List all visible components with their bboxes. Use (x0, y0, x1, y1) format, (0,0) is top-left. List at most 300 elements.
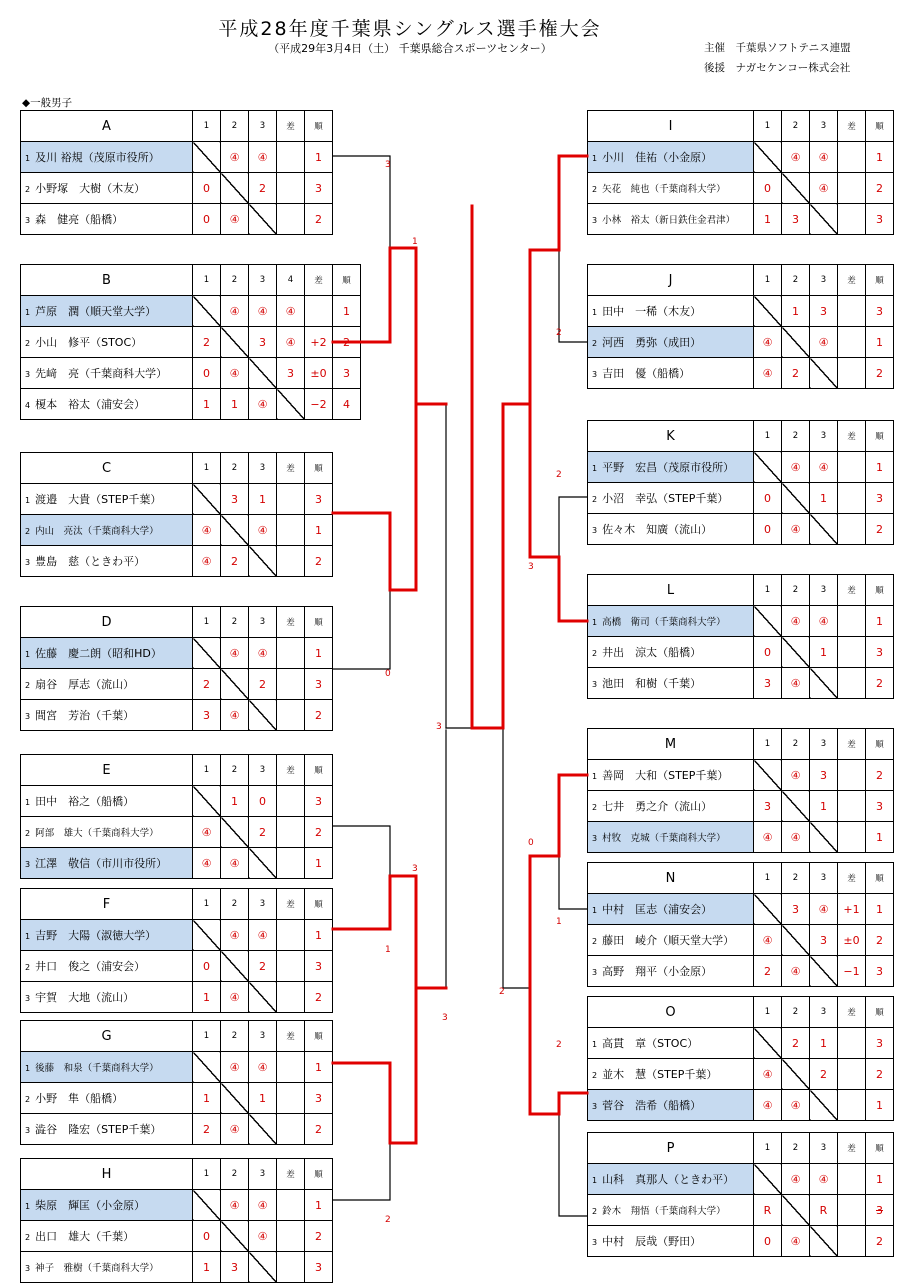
player-number: 2 (592, 803, 598, 812)
result-cell: 1 (333, 296, 361, 327)
result-cell: 3 (221, 1252, 249, 1283)
column-header: 差 (277, 1159, 305, 1190)
page-subtitle: （平成29年3月4日（土） 千葉県総合スポーツセンター） (268, 42, 552, 55)
player-name: 平野 宏昌（茂原市役所） (602, 461, 735, 474)
column-header: 3 (810, 265, 838, 296)
result-cell: ④ (249, 638, 277, 669)
group-label: F (21, 889, 193, 920)
result-cell: ④ (782, 1090, 810, 1121)
result-cell: 2 (810, 1059, 838, 1090)
player-number: 1 (25, 798, 31, 807)
result-cell: 3 (866, 1195, 894, 1226)
column-header: 差 (838, 111, 866, 142)
column-header: 2 (221, 607, 249, 638)
bracket-score: 3 (442, 1013, 448, 1023)
player-name: 柴原 輝匡（小金原） (35, 1199, 146, 1212)
player-name: 阿部 雄大（千葉商科大学） (35, 828, 159, 839)
column-header: 1 (193, 755, 221, 786)
bracket-score: 1 (385, 945, 391, 955)
column-header: 順 (866, 729, 894, 760)
result-cell: ④ (249, 389, 277, 420)
player-number: 3 (592, 968, 598, 977)
column-header: 差 (277, 453, 305, 484)
column-header: 3 (249, 111, 277, 142)
player-number: 3 (592, 526, 598, 535)
player-name: 小沼 幸弘（STEP千葉） (602, 492, 729, 505)
player-number: 2 (25, 963, 31, 972)
result-cell: ④ (193, 848, 221, 879)
column-header: 差 (277, 1021, 305, 1052)
column-header: 3 (810, 863, 838, 894)
result-cell: 3 (866, 791, 894, 822)
result-cell: 1 (810, 1028, 838, 1059)
result-cell: 3 (866, 483, 894, 514)
player-number: 1 (592, 618, 598, 627)
result-cell: ④ (249, 1221, 277, 1252)
result-cell: ④ (221, 204, 249, 235)
result-cell: ④ (810, 606, 838, 637)
bracket-score: 1 (556, 917, 562, 927)
result-cell: 0 (754, 1226, 782, 1257)
result-cell: ④ (754, 1059, 782, 1090)
result-cell: 0 (754, 514, 782, 545)
result-cell: +2 (305, 327, 333, 358)
column-header: 3 (249, 755, 277, 786)
column-header: 順 (305, 1021, 333, 1052)
player-name: 山科 真那人（ときわ平） (602, 1173, 735, 1186)
column-header: 3 (810, 729, 838, 760)
result-cell: 3 (305, 1083, 333, 1114)
player-name: 佐藤 慶二朗（昭和HD） (35, 647, 162, 660)
result-cell: 3 (305, 484, 333, 515)
result-cell: ④ (782, 668, 810, 699)
result-cell: ④ (221, 982, 249, 1013)
result-cell: 2 (866, 173, 894, 204)
page-title: 平成28年度千葉県シングルス選手権大会 (218, 18, 602, 40)
result-cell: 2 (305, 1114, 333, 1145)
result-cell: 3 (866, 637, 894, 668)
column-header: 差 (838, 863, 866, 894)
player-number: 2 (592, 937, 598, 946)
player-name: 中村 匡志（浦安会） (602, 903, 713, 916)
result-cell: 3 (754, 791, 782, 822)
bracket-score: 2 (556, 328, 562, 338)
player-number: 3 (25, 558, 31, 567)
result-cell: 1 (193, 389, 221, 420)
column-header: 順 (333, 265, 361, 296)
player-number: 3 (25, 216, 31, 225)
result-cell: 0 (193, 1221, 221, 1252)
section-label: ◆一般男子 (22, 97, 73, 109)
bracket-score: 1 (412, 237, 418, 247)
column-header: 1 (754, 111, 782, 142)
player-number: 2 (592, 495, 598, 504)
player-name: 小野塚 大樹（木友） (35, 182, 146, 195)
result-cell: 1 (866, 822, 894, 853)
result-cell: 0 (193, 173, 221, 204)
result-cell: 2 (305, 546, 333, 577)
player-name: 澁谷 隆宏（STEP千葉） (35, 1123, 162, 1136)
player-name: 中村 辰哉（野田） (602, 1235, 702, 1248)
result-cell: ④ (249, 1052, 277, 1083)
player-name: 七井 勇之介（流山） (602, 800, 713, 813)
result-cell: 2 (249, 817, 277, 848)
result-cell: 2 (305, 700, 333, 731)
column-header: 3 (249, 1021, 277, 1052)
player-number: 2 (592, 1071, 598, 1080)
player-number: 3 (592, 216, 598, 225)
column-header: 1 (754, 1133, 782, 1164)
column-header: 差 (838, 575, 866, 606)
column-header: 2 (782, 421, 810, 452)
result-cell: ④ (221, 296, 249, 327)
result-cell: 1 (305, 848, 333, 879)
column-header: 3 (249, 265, 277, 296)
group-label: N (588, 863, 754, 894)
bracket-score: 0 (528, 838, 534, 848)
result-cell: 1 (866, 452, 894, 483)
result-cell: 3 (193, 700, 221, 731)
group-label: P (588, 1133, 754, 1164)
result-cell: 1 (305, 920, 333, 951)
column-header: 2 (782, 575, 810, 606)
result-cell: 2 (305, 817, 333, 848)
column-header: 順 (305, 111, 333, 142)
result-cell: ④ (810, 142, 838, 173)
result-cell: 1 (305, 515, 333, 546)
group-label: J (588, 265, 754, 296)
result-cell: ④ (193, 546, 221, 577)
column-header: 差 (838, 421, 866, 452)
column-header: 差 (277, 889, 305, 920)
player-name: 高橋 衛司（千葉商科大学） (602, 617, 726, 628)
player-name: 先﨑 亮（千葉商科大学） (35, 367, 168, 380)
column-header: 2 (782, 265, 810, 296)
player-number: 1 (592, 154, 598, 163)
column-header: 順 (866, 863, 894, 894)
result-cell: 1 (221, 786, 249, 817)
bracket-score: 2 (499, 987, 505, 997)
player-name: 出口 雄大（千葉） (35, 1230, 135, 1243)
player-number: 3 (592, 1238, 598, 1247)
result-cell: 1 (866, 894, 894, 925)
column-header: 差 (277, 755, 305, 786)
result-cell: 1 (866, 327, 894, 358)
player-name: 高野 翔平（小金原） (602, 965, 713, 978)
result-cell: 0 (193, 358, 221, 389)
result-cell: ④ (221, 920, 249, 951)
player-name: 扇谷 厚志（流山） (35, 678, 135, 691)
result-cell: 3 (866, 956, 894, 987)
column-header: 順 (866, 997, 894, 1028)
result-cell: ④ (249, 920, 277, 951)
player-number: 2 (25, 527, 31, 536)
result-cell: 1 (810, 637, 838, 668)
player-number: 2 (25, 1233, 31, 1242)
player-name: 間宮 芳治（千葉） (35, 709, 135, 722)
result-cell: 1 (810, 483, 838, 514)
result-cell: 0 (249, 786, 277, 817)
result-cell: 3 (305, 951, 333, 982)
result-cell: 1 (193, 982, 221, 1013)
column-header: 2 (782, 997, 810, 1028)
group-label: C (21, 453, 193, 484)
result-cell: ④ (782, 452, 810, 483)
result-cell: 2 (221, 546, 249, 577)
result-cell: 0 (193, 951, 221, 982)
result-cell: 0 (754, 637, 782, 668)
result-cell: ④ (277, 296, 305, 327)
bracket-score: 3 (412, 864, 418, 874)
column-header: 差 (838, 1133, 866, 1164)
result-cell: ④ (221, 358, 249, 389)
column-header: 1 (754, 729, 782, 760)
result-cell: 0 (193, 204, 221, 235)
column-header: 順 (305, 453, 333, 484)
result-cell: ④ (221, 1052, 249, 1083)
player-number: 3 (25, 1126, 31, 1135)
player-name: 江澤 敬信（市川市役所） (35, 857, 168, 870)
player-number: 1 (592, 906, 598, 915)
column-header: 順 (305, 889, 333, 920)
column-header: 1 (193, 1159, 221, 1190)
column-header: 1 (193, 111, 221, 142)
player-name: 井口 俊之（浦安会） (35, 960, 146, 973)
player-name: 矢花 純也（千葉商科大学） (602, 184, 726, 195)
column-header: 順 (305, 607, 333, 638)
result-cell: 3 (305, 1252, 333, 1283)
result-cell: 2 (249, 951, 277, 982)
group-label: O (588, 997, 754, 1028)
column-header: 3 (810, 421, 838, 452)
group-label: L (588, 575, 754, 606)
player-number: 3 (25, 994, 31, 1003)
result-cell: 3 (305, 786, 333, 817)
result-cell: 3 (333, 358, 361, 389)
column-header: 順 (866, 1133, 894, 1164)
player-name: 井出 涼太（船橋） (602, 646, 702, 659)
player-number: 1 (592, 772, 598, 781)
result-cell: ④ (782, 1164, 810, 1195)
player-name: 村牧 克城（千葉商科大学） (602, 833, 726, 844)
player-number: 1 (592, 308, 598, 317)
player-name: 並木 慧（STEP千葉） (602, 1068, 718, 1081)
result-cell: ④ (249, 1190, 277, 1221)
player-name: 田中 裕之（船橋） (35, 795, 135, 808)
player-number: 2 (592, 649, 598, 658)
result-cell: 1 (305, 1190, 333, 1221)
result-cell: 3 (866, 296, 894, 327)
result-cell: 2 (866, 1226, 894, 1257)
player-number: 1 (25, 308, 31, 317)
column-header: 2 (221, 755, 249, 786)
column-header: 2 (221, 1021, 249, 1052)
player-number: 1 (592, 1176, 598, 1185)
column-header: 順 (305, 1159, 333, 1190)
player-name: 榎本 裕太（浦安会） (35, 398, 146, 411)
column-header: 1 (193, 889, 221, 920)
result-cell: 2 (754, 956, 782, 987)
result-cell: 3 (249, 327, 277, 358)
result-cell: 3 (221, 484, 249, 515)
column-header: 2 (782, 1133, 810, 1164)
column-header: 2 (221, 111, 249, 142)
column-header: 2 (782, 111, 810, 142)
player-number: 3 (25, 1264, 31, 1273)
player-name: 吉野 大陽（淑徳大学） (35, 929, 157, 942)
player-number: 1 (25, 1064, 31, 1073)
result-cell: ④ (782, 514, 810, 545)
group-label: M (588, 729, 754, 760)
player-number: 2 (592, 1207, 598, 1216)
result-cell: 1 (810, 791, 838, 822)
result-cell: ④ (782, 142, 810, 173)
result-cell: ④ (193, 515, 221, 546)
group-label: K (588, 421, 754, 452)
result-cell: 2 (305, 982, 333, 1013)
player-name: 及川 裕規（茂原市役所） (35, 151, 160, 164)
group-label: B (21, 265, 193, 296)
player-name: 小山 修平（STOC） (35, 336, 143, 349)
result-cell: 1 (305, 1052, 333, 1083)
player-name: 菅谷 浩希（船橋） (602, 1099, 702, 1112)
player-name: 鈴木 翔悟（千葉商科大学） (602, 1206, 726, 1217)
column-header: 2 (221, 265, 249, 296)
player-number: 2 (25, 681, 31, 690)
result-cell: 2 (866, 514, 894, 545)
result-cell: ④ (782, 956, 810, 987)
column-header: 1 (193, 453, 221, 484)
player-name: 後藤 和泉（千葉商科大学） (35, 1063, 159, 1074)
result-cell: 2 (305, 1221, 333, 1252)
column-header: 順 (866, 265, 894, 296)
result-cell: 2 (193, 327, 221, 358)
result-cell: ±0 (305, 358, 333, 389)
player-name: 池田 和樹（千葉） (602, 677, 702, 690)
column-header: 1 (754, 421, 782, 452)
column-header: 3 (810, 997, 838, 1028)
result-cell: 3 (305, 669, 333, 700)
player-name: 小野 隼（船橋） (35, 1092, 124, 1105)
column-header: 差 (838, 997, 866, 1028)
result-cell: ④ (782, 1226, 810, 1257)
result-cell: 3 (810, 925, 838, 956)
player-number: 2 (25, 1095, 31, 1104)
result-cell: ④ (810, 1164, 838, 1195)
group-label: E (21, 755, 193, 786)
player-number: 2 (592, 185, 598, 194)
column-header: 順 (866, 575, 894, 606)
result-cell: +1 (838, 894, 866, 925)
column-header: 2 (782, 729, 810, 760)
result-cell: ④ (754, 822, 782, 853)
player-number: 1 (25, 1202, 31, 1211)
organizer: 主催 千葉県ソフトテニス連盟 (704, 42, 851, 54)
column-header: 2 (221, 889, 249, 920)
player-number: 2 (25, 185, 31, 194)
result-cell: ④ (810, 173, 838, 204)
player-number: 1 (25, 932, 31, 941)
result-cell: 2 (866, 358, 894, 389)
player-name: 小林 裕太（新日鉄住金君津） (602, 215, 736, 226)
group-label: H (21, 1159, 193, 1190)
player-name: 高貫 章（STOC） (602, 1037, 699, 1050)
result-cell: 2 (866, 1059, 894, 1090)
player-name: 善岡 大和（STEP千葉） (602, 769, 729, 782)
result-cell: 2 (782, 1028, 810, 1059)
column-header: 2 (782, 863, 810, 894)
result-cell: 2 (866, 668, 894, 699)
bracket-score: 2 (556, 1040, 562, 1050)
result-cell: ④ (810, 894, 838, 925)
player-number: 3 (592, 680, 598, 689)
column-header: 3 (249, 607, 277, 638)
player-name: 内山 亮汰（千葉商科大学） (35, 526, 159, 537)
result-cell: 2 (782, 358, 810, 389)
player-number: 2 (25, 339, 31, 348)
player-name: 森 健亮（船橋） (35, 213, 124, 226)
column-header: 2 (221, 1159, 249, 1190)
player-name: 小川 佳祐（小金原） (602, 151, 713, 164)
result-cell: ④ (249, 142, 277, 173)
column-header: 3 (810, 575, 838, 606)
player-name: 芦原 潤（順天堂大学） (35, 305, 157, 318)
column-header: 3 (810, 1133, 838, 1164)
result-cell: 1 (249, 1083, 277, 1114)
result-cell: ④ (754, 358, 782, 389)
sponsor: 後援 ナガセケンコー株式会社 (704, 62, 851, 74)
result-cell: 1 (866, 142, 894, 173)
result-cell: ④ (221, 142, 249, 173)
result-cell: 3 (866, 204, 894, 235)
result-cell: 1 (866, 1164, 894, 1195)
column-header: 1 (754, 575, 782, 606)
result-cell: ④ (782, 760, 810, 791)
bracket-score: 0 (385, 669, 391, 679)
result-cell: 2 (249, 669, 277, 700)
player-name: 神子 雅樹（千葉商科大学） (35, 1263, 159, 1274)
result-cell: 1 (305, 638, 333, 669)
result-cell: ④ (193, 817, 221, 848)
column-header: 1 (193, 1021, 221, 1052)
player-number: 4 (25, 401, 31, 410)
result-cell: 2 (249, 173, 277, 204)
player-number: 3 (25, 712, 31, 721)
column-header: 順 (305, 755, 333, 786)
bracket-score: 3 (528, 562, 534, 572)
column-header: 差 (838, 729, 866, 760)
player-name: 豊島 慈（ときわ平） (35, 555, 146, 568)
column-header: 順 (866, 111, 894, 142)
result-cell: 2 (866, 925, 894, 956)
result-cell: R (754, 1195, 782, 1226)
result-cell: ④ (810, 327, 838, 358)
result-cell: ④ (221, 638, 249, 669)
column-header: 1 (754, 863, 782, 894)
player-name: 河西 勇弥（成田） (602, 336, 702, 349)
result-cell: 1 (221, 389, 249, 420)
result-cell: 1 (866, 1090, 894, 1121)
column-header: 4 (277, 265, 305, 296)
column-header: 差 (305, 265, 333, 296)
column-header: 1 (193, 607, 221, 638)
player-number: 1 (25, 650, 31, 659)
group-label: A (21, 111, 193, 142)
player-number: 3 (592, 1102, 598, 1111)
player-name: 宇賀 大地（流山） (35, 991, 135, 1004)
column-header: 差 (277, 111, 305, 142)
bracket-score: 3 (385, 160, 391, 170)
